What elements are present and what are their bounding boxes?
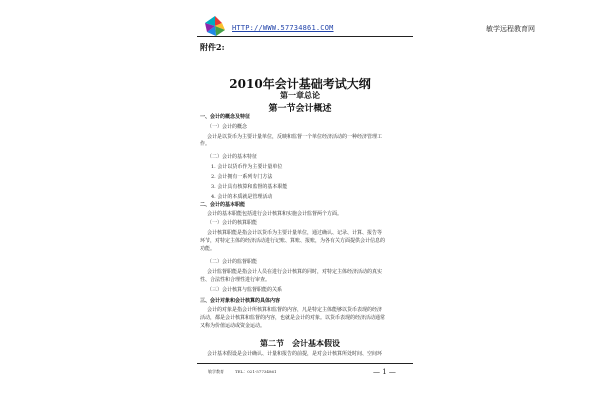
body-line: 会计是以货币为主要计量单位，反映和监督一个单位经济活动的一种经济管理工 bbox=[207, 134, 383, 140]
heading-line: 三、会计对象和会计核算的具体内容 bbox=[200, 298, 281, 304]
heading-line: 二、会计的基本职能 bbox=[200, 202, 246, 208]
header-divider bbox=[197, 36, 413, 37]
body-line: 会计基本假设是会计确认、计量和报告的前提，是对会计核算所处时间、空间环 bbox=[207, 351, 383, 357]
body-line: 功能。 bbox=[200, 246, 216, 252]
body-line: 环节，对特定主体的经济活动进行记账、算账、报账，为各有关方面提供会计信息的 bbox=[200, 238, 386, 244]
list-item: 4. 会计的本质就是管理活动 bbox=[211, 194, 273, 200]
annex-label: 附件2: bbox=[200, 42, 225, 52]
list-item: 3. 会计具有核算和监督的基本职能 bbox=[211, 184, 288, 190]
list-item: 2. 会计拥有一系列专门方法 bbox=[211, 174, 273, 180]
header-org-name: 敏学远程教育网 bbox=[486, 25, 535, 33]
subheading-line: （二）会计的监督职能 bbox=[207, 259, 258, 265]
body-line: 会计核算职能是指会计以货币为主要计量单位，通过确认、记录、计算、报告等 bbox=[207, 230, 383, 236]
body-line: 性、合法性和合理性进行审查。 bbox=[200, 277, 271, 283]
body-line: 又称为价值运动或资金运动。 bbox=[200, 323, 266, 329]
body-line: 活动，都是会计核算和监督的内容，也就是会计的对象。以货币表现的经济活动通常 bbox=[200, 315, 386, 321]
heading-line: 一、会计的概念及特征 bbox=[200, 114, 251, 120]
list-item: 1. 会计以货币作为主要计量单位 bbox=[211, 164, 283, 170]
section-heading: 第一节会计概述 bbox=[268, 104, 332, 114]
page-number: — 1 — bbox=[373, 368, 396, 376]
subheading-line: （一）会计的核算职能 bbox=[207, 220, 258, 226]
subheading-line: （一）会计的概念 bbox=[207, 124, 248, 130]
logo-icon bbox=[203, 14, 227, 38]
footer-divider bbox=[197, 363, 413, 364]
section-heading-2: 第二节 会计基本假设 bbox=[260, 338, 340, 348]
document-title: 2010年会计基础考试大纲 bbox=[229, 77, 371, 91]
body-line: 会计的基本职能包括进行会计核算和实施会计监督两个方面。 bbox=[207, 211, 343, 217]
body-line: 会计监督职能是指会计人员在进行会计核算的同时，对特定主体经济活动的真实 bbox=[207, 269, 383, 275]
body-line: 作。 bbox=[200, 141, 211, 147]
subheading-line: （三）会计核算与监督职能的关系 bbox=[207, 287, 283, 293]
header-url-link[interactable]: HTTP://WWW.57734861.COM bbox=[232, 24, 334, 32]
subheading-line: （二）会计的基本特征 bbox=[207, 154, 258, 160]
chapter-heading: 第一章总论 bbox=[280, 90, 320, 100]
body-line: 会计的对象是指会计所核算和监督的内容，凡是特定主体能够以货币表现的经济 bbox=[207, 307, 383, 313]
footer-org: 敏学教育 bbox=[208, 369, 224, 374]
footer-tel: TEL：021-57734861 bbox=[235, 369, 277, 374]
